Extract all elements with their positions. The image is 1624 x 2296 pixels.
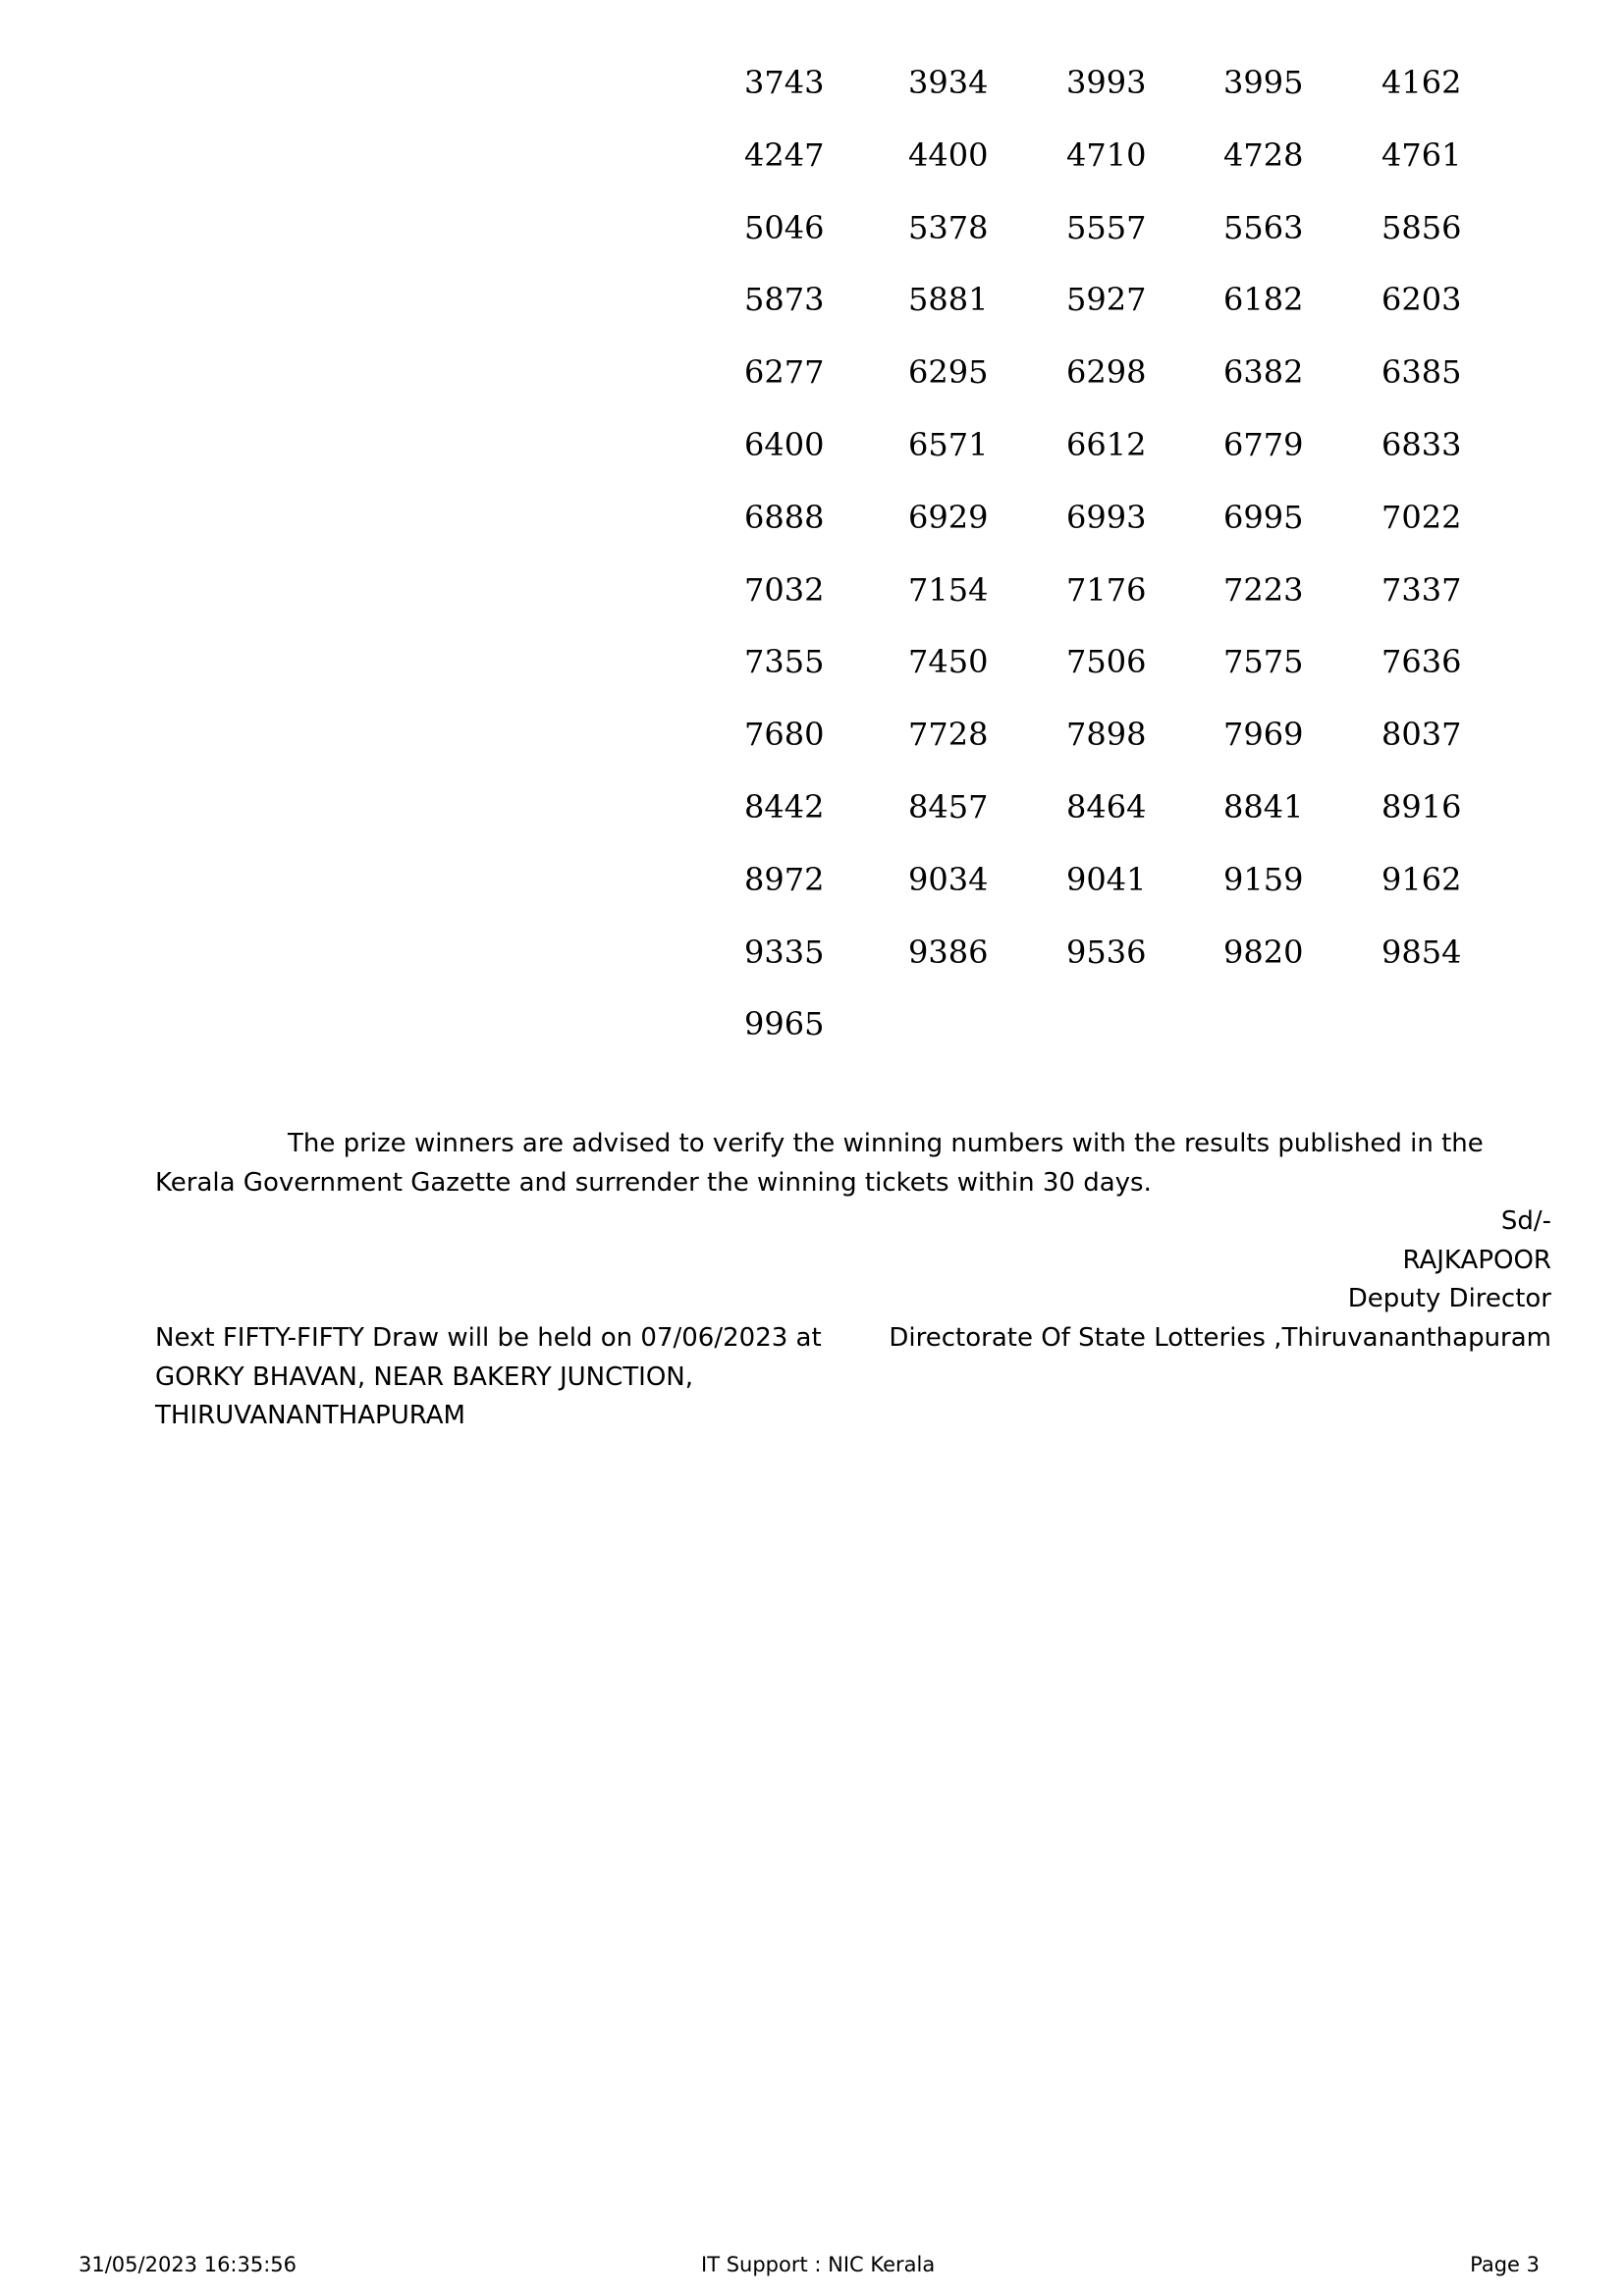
winning-number: 9536 xyxy=(1066,933,1147,971)
winning-number: 8916 xyxy=(1381,787,1462,826)
winning-numbers-grid xyxy=(744,55,1490,1069)
winning-number: 5856 xyxy=(1381,208,1462,246)
number-row xyxy=(744,272,1490,345)
winning-number: 6385 xyxy=(1381,353,1462,392)
next-draw-info xyxy=(155,1319,842,1436)
winning-number: 5927 xyxy=(1066,281,1147,319)
winning-number: 6203 xyxy=(1381,281,1462,319)
number-row xyxy=(744,490,1490,562)
winning-number: 9041 xyxy=(1066,860,1147,898)
winning-number: 6571 xyxy=(908,425,989,463)
winning-number: 6295 xyxy=(908,353,989,392)
number-row xyxy=(744,634,1490,707)
winning-number: 6779 xyxy=(1223,425,1304,463)
winning-number: 4162 xyxy=(1381,64,1462,101)
winning-number: 6382 xyxy=(1223,353,1304,392)
number-row xyxy=(744,200,1490,273)
winning-number: 3743 xyxy=(744,64,825,101)
winning-number: 6400 xyxy=(744,425,825,463)
winning-number: 6833 xyxy=(1381,425,1462,463)
winning-number: 6995 xyxy=(1223,498,1304,536)
winning-number: 4710 xyxy=(1066,135,1147,174)
winning-number: 7022 xyxy=(1381,498,1462,536)
winning-number: 6182 xyxy=(1223,281,1304,319)
winning-number: 7450 xyxy=(908,643,989,681)
winning-number: 7355 xyxy=(744,643,825,681)
next-draw-line-2: GORKY BHAVAN, NEAR BAKERY JUNCTION, xyxy=(155,1362,694,1392)
winning-number: 9965 xyxy=(744,1005,825,1043)
winning-number: 3993 xyxy=(1066,64,1147,101)
winning-number: 4761 xyxy=(1381,135,1462,174)
winning-number: 3995 xyxy=(1223,64,1304,101)
winning-number: 9335 xyxy=(744,933,825,971)
winning-number: 7969 xyxy=(1223,716,1304,754)
number-row xyxy=(744,128,1490,200)
winning-number: 7680 xyxy=(744,716,825,754)
winning-number: 6929 xyxy=(908,498,989,536)
winning-number: 7506 xyxy=(1066,643,1147,681)
winning-number: 7728 xyxy=(908,716,989,754)
signature-sd: Sd/- xyxy=(1500,1206,1551,1236)
winning-number: 9162 xyxy=(1381,860,1462,898)
winning-number: 5557 xyxy=(1066,208,1147,246)
signatory-designation: Deputy Director xyxy=(1347,1284,1551,1313)
winning-number: 7223 xyxy=(1223,570,1304,609)
winning-number: 8442 xyxy=(744,787,825,826)
winning-number: 9034 xyxy=(908,860,989,898)
winning-number: 5873 xyxy=(744,281,825,319)
winning-number: 3934 xyxy=(908,64,989,101)
winning-number: 8457 xyxy=(908,787,989,826)
winning-number: 6888 xyxy=(744,498,825,536)
footer-page-number: Page 3 xyxy=(1470,2253,1540,2276)
winning-number: 5881 xyxy=(908,281,989,319)
next-draw-line-3: THIRUVANANTHAPURAM xyxy=(155,1401,465,1430)
winning-number: 4400 xyxy=(908,135,989,174)
number-row xyxy=(744,996,1490,1069)
winning-number: 9854 xyxy=(1381,933,1462,971)
number-row xyxy=(744,345,1490,417)
number-row xyxy=(744,779,1490,852)
number-row xyxy=(744,562,1490,635)
signatory-office: Directorate Of State Lotteries ,Thiruvananthapuram xyxy=(889,1322,1551,1353)
winning-number: 8841 xyxy=(1223,787,1304,826)
next-draw-line-1: Next FIFTY-FIFTY Draw will be held on 07/06/2023 at xyxy=(155,1323,822,1353)
winning-number: 6298 xyxy=(1066,353,1147,392)
number-row xyxy=(744,925,1490,997)
winning-number: 7176 xyxy=(1066,570,1147,609)
winning-number: 7032 xyxy=(744,570,825,609)
prize-notice: The prize winners are advised to verify the winning numbers with the results published in the Kerala Government Gazette and surrender the winning tickets within 30 days. xyxy=(155,1129,1484,1198)
winning-number: 9159 xyxy=(1223,860,1304,898)
winning-number: 7636 xyxy=(1381,643,1462,681)
winning-number: 9820 xyxy=(1223,933,1304,971)
winning-number: 8972 xyxy=(744,860,825,898)
number-row xyxy=(744,55,1490,128)
winning-number: 6993 xyxy=(1066,498,1147,536)
signatory-name: RAJKAPOOR xyxy=(1402,1245,1551,1275)
winning-number: 9386 xyxy=(908,933,989,971)
winning-number: 6277 xyxy=(744,353,825,392)
number-row xyxy=(744,417,1490,490)
winning-number: 7575 xyxy=(1223,643,1304,681)
winning-number: 8464 xyxy=(1066,787,1147,826)
signature-block xyxy=(889,1202,1551,1358)
footer-it-support: IT Support : NIC Kerala xyxy=(701,2253,936,2276)
winning-number: 7337 xyxy=(1381,570,1462,609)
winning-number: 4728 xyxy=(1223,135,1304,174)
winning-number: 5046 xyxy=(744,208,825,246)
winning-number: 4247 xyxy=(744,135,825,174)
winning-number: 5563 xyxy=(1223,208,1304,246)
number-row xyxy=(744,707,1490,779)
winning-number: 8037 xyxy=(1381,716,1462,754)
winning-number: 7898 xyxy=(1066,716,1147,754)
winning-number: 6612 xyxy=(1066,425,1147,463)
winning-number: 5378 xyxy=(908,208,989,246)
footer-timestamp: 31/05/2023 16:35:56 xyxy=(79,2253,298,2276)
winning-number: 7154 xyxy=(908,570,989,609)
number-row xyxy=(744,852,1490,925)
